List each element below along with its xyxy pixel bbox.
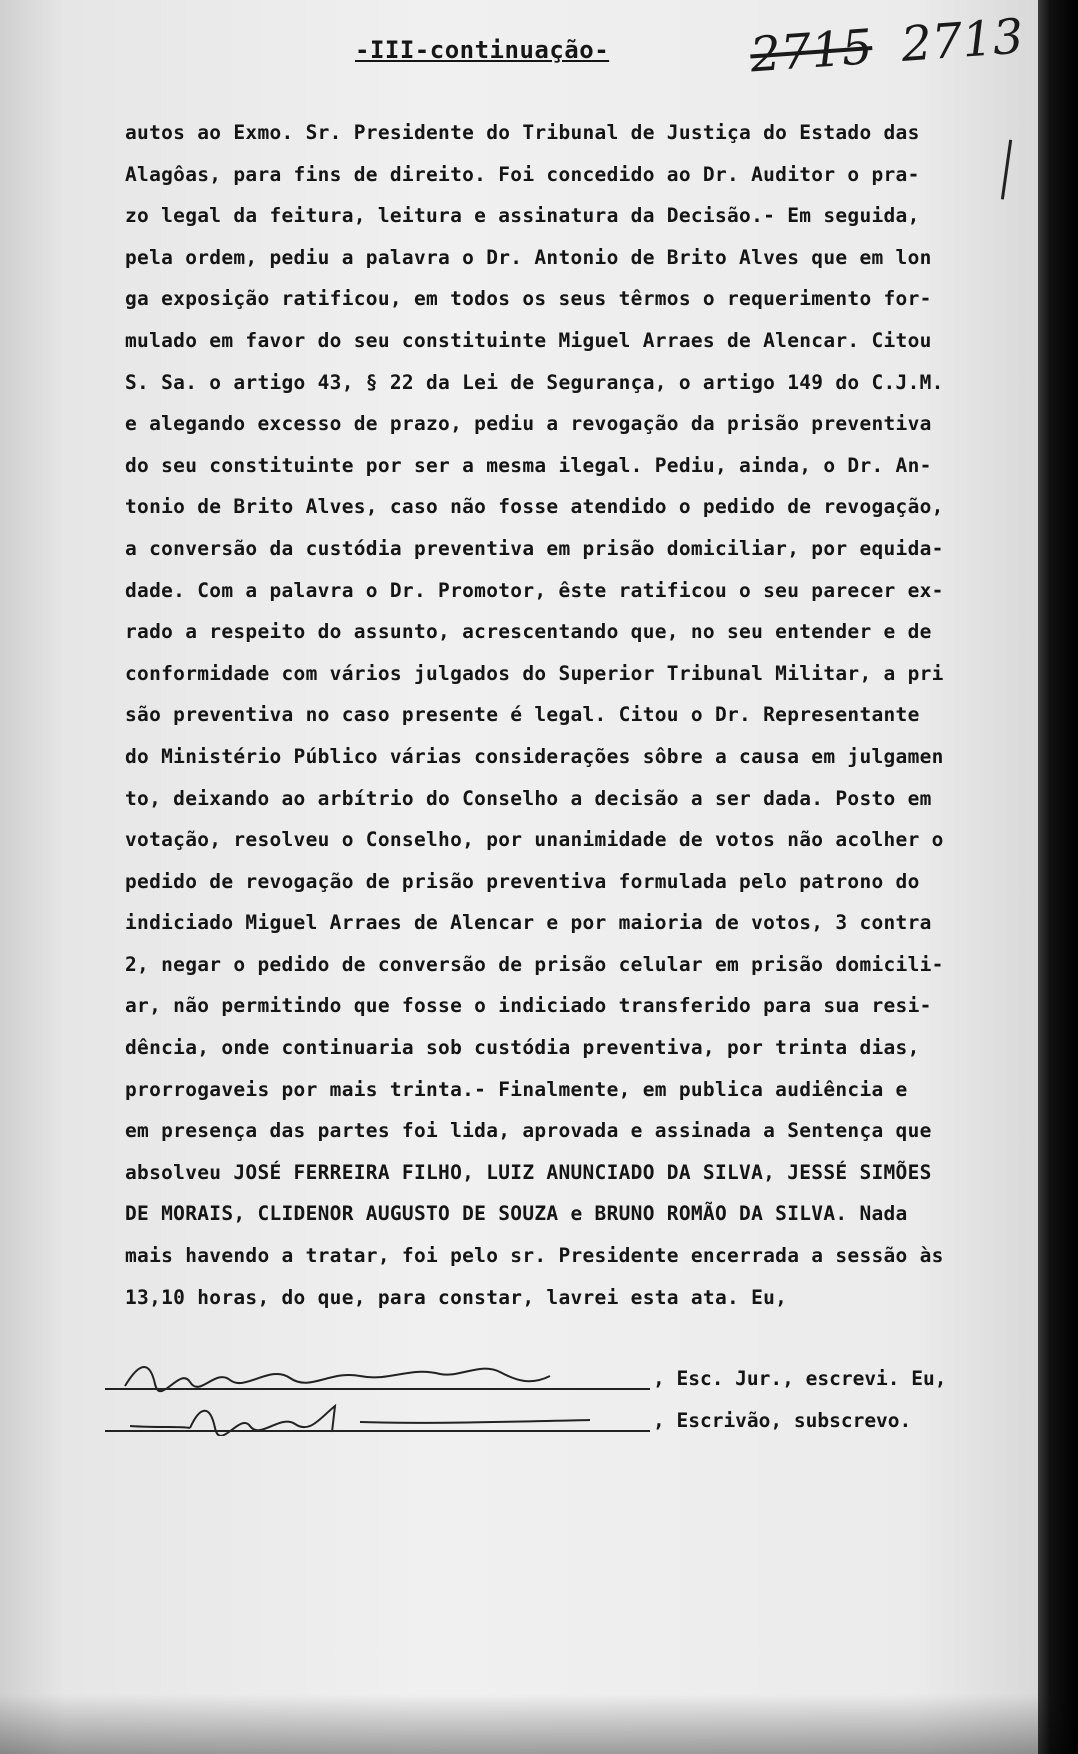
text-line: ga exposição ratificou, em todos os seus têrmos o requerimento for- — [125, 287, 932, 311]
text-line: pela ordem, pediu a palavra o Dr. Antonio de Brito Alves que em lon — [125, 245, 932, 269]
signature-caption-clerk: , Esc. Jur., escrevi. Eu, — [653, 1367, 947, 1390]
text-line: DE MORAIS, CLIDENOR AUGUSTO DE SOUZA e BRUNO ROMÃO DA SILVA. Nada — [125, 1202, 908, 1226]
text-line: to, deixando ao arbítrio do Conselho a decisão a ser dada. Posto em — [125, 786, 932, 810]
text-line: tonio de Brito Alves, caso não fosse atendido o pedido de revogação, — [125, 495, 944, 519]
page-title: -III-continuação- — [355, 36, 610, 64]
signature-line-clerk — [105, 1388, 650, 1390]
text-line: são preventiva no caso presente é legal. Citou o Dr. Representante — [125, 703, 920, 727]
folio-current: 2713 — [899, 8, 1026, 73]
text-line: e alegando excesso de prazo, pediu a revogação da prisão preventiva — [125, 412, 932, 436]
scan-edge-right — [1038, 0, 1078, 1754]
signature-block — [105, 1356, 985, 1446]
signature-row-registrar — [105, 1398, 985, 1440]
text-line: mulado em favor do seu constituinte Miguel Arraes de Alencar. Citou — [125, 328, 932, 352]
text-line: prorrogaveis por mais trinta.- Finalmente, em publica audiência e — [125, 1077, 908, 1101]
text-line: pedido de revogação de prisão preventiva formulada pelo patrono do — [125, 869, 920, 893]
text-line: rado a respeito do assunto, acrescentando que, no seu entender e de — [125, 620, 932, 644]
text-line: conformidade com vários julgados do Superior Tribunal Militar, a pri — [125, 661, 944, 685]
text-line: zo legal da feitura, leitura e assinatura da Decisão.- Em seguida, — [125, 204, 920, 228]
signature-line-registrar — [105, 1430, 650, 1432]
folio-number — [748, 9, 1025, 84]
text-line: do Ministério Público várias considerações sôbre a causa em julgamen — [125, 744, 944, 768]
text-line: 13,10 horas, do que, para constar, lavrei esta ata. Eu, — [125, 1285, 788, 1309]
text-line: em presença das partes foi lida, aprovada e assinada a Sentença que — [125, 1119, 932, 1143]
signature-row-clerk — [105, 1356, 985, 1398]
signature-caption-registrar: , Escrivão, subscrevo. — [653, 1409, 912, 1432]
text-line: autos ao Exmo. Sr. Presidente do Tribunal de Justiça do Estado das — [125, 121, 920, 144]
text-line: dência, onde continuaria sob custódia preventiva, por trinta dias, — [125, 1036, 920, 1060]
folio-crossed: 2715 — [748, 19, 875, 84]
scan-edge-bottom — [0, 1694, 1078, 1754]
text-line: do seu constituinte por ser a mesma ilegal. Pediu, ainda, o Dr. An- — [125, 453, 932, 477]
text-line: a conversão da custódia preventiva em prisão domiciliar, por equida- — [125, 536, 944, 560]
document-body — [125, 112, 1005, 1318]
text-line: 2, negar o pedido de conversão de prisão celular em prisão domicili- — [125, 952, 944, 976]
text-line: indiciado Miguel Arraes de Alencar e por maioria de votos, 3 contra — [125, 911, 932, 935]
text-line: ar, não permitindo que fosse o indiciado transferido para sua resi- — [125, 994, 932, 1018]
text-line: S. Sa. o artigo 43, § 22 da Lei de Segurança, o artigo 149 do C.J.M. — [125, 370, 944, 394]
text-line: votação, resolveu o Conselho, por unanimidade de votos não acolher o — [125, 828, 944, 852]
text-line: mais havendo a tratar, foi pelo sr. Presidente encerrada a sessão às — [125, 1244, 944, 1268]
text-line: Alagôas, para fins de direito. Foi concedido ao Dr. Auditor o pra- — [125, 162, 920, 186]
text-line: dade. Com a palavra o Dr. Promotor, êste ratificou o seu parecer ex- — [125, 578, 944, 602]
text-line: absolveu JOSÉ FERREIRA FILHO, LUIZ ANUNCIADO DA SILVA, JESSÉ SIMÕES — [125, 1160, 932, 1184]
